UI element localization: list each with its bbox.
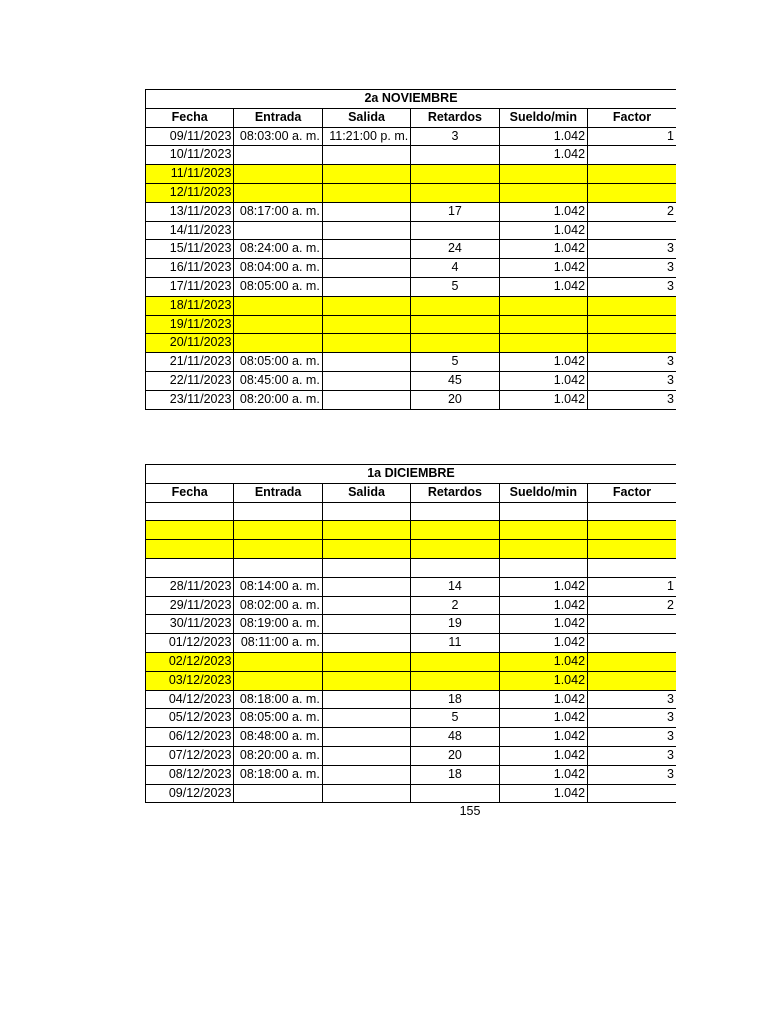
cell-entrada: 08:24:00 a. m. bbox=[234, 240, 322, 259]
cell-fecha: 28/11/2023 bbox=[146, 577, 234, 596]
table-row bbox=[146, 353, 677, 372]
table-body bbox=[146, 127, 677, 409]
cell-retardos bbox=[411, 296, 499, 315]
cell-fecha: 12/11/2023 bbox=[146, 183, 234, 202]
cell-factor bbox=[588, 183, 676, 202]
cell-salida bbox=[322, 334, 410, 353]
cell-entrada: 08:17:00 a. m. bbox=[234, 202, 322, 221]
cell-sueldo: 1.042 bbox=[499, 765, 587, 784]
cell-fecha: 02/12/2023 bbox=[146, 652, 234, 671]
cell-salida bbox=[322, 353, 410, 372]
cell-retardos bbox=[411, 521, 499, 540]
cell-retardos bbox=[411, 652, 499, 671]
header-row bbox=[146, 108, 677, 127]
table-row bbox=[146, 334, 677, 353]
cell-sueldo: 1.042 bbox=[499, 259, 587, 278]
cell-factor bbox=[588, 634, 676, 653]
cell-salida bbox=[322, 202, 410, 221]
cell-sueldo bbox=[499, 558, 587, 577]
cell-entrada: 08:14:00 a. m. bbox=[234, 577, 322, 596]
cell-factor: 3 bbox=[588, 277, 676, 296]
cell-retardos bbox=[411, 558, 499, 577]
cell-entrada: 08:05:00 a. m. bbox=[234, 353, 322, 372]
table-row bbox=[146, 596, 677, 615]
cell-sueldo bbox=[499, 296, 587, 315]
header-entrada: Entrada bbox=[234, 483, 322, 502]
cell-fecha: 30/11/2023 bbox=[146, 615, 234, 634]
cell-retardos: 19 bbox=[411, 615, 499, 634]
cell-factor bbox=[588, 315, 676, 334]
cell-sueldo bbox=[499, 521, 587, 540]
cell-factor: 1 bbox=[588, 577, 676, 596]
cell-retardos: 24 bbox=[411, 240, 499, 259]
cell-entrada bbox=[234, 558, 322, 577]
cell-retardos: 20 bbox=[411, 746, 499, 765]
cell-sueldo: 1.042 bbox=[499, 353, 587, 372]
cell-fecha: 22/11/2023 bbox=[146, 371, 234, 390]
cell-fecha: 16/11/2023 bbox=[146, 259, 234, 278]
cell-sueldo: 1.042 bbox=[499, 784, 587, 803]
cell-retardos bbox=[411, 671, 499, 690]
table-row bbox=[146, 296, 677, 315]
cell-retardos: 18 bbox=[411, 690, 499, 709]
cell-entrada bbox=[234, 521, 322, 540]
cell-factor bbox=[588, 334, 676, 353]
header-salida: Salida bbox=[322, 108, 410, 127]
cell-sueldo: 1.042 bbox=[499, 577, 587, 596]
cell-fecha: 19/11/2023 bbox=[146, 315, 234, 334]
cell-retardos: 45 bbox=[411, 371, 499, 390]
cell-entrada: 08:19:00 a. m. bbox=[234, 615, 322, 634]
cell-factor bbox=[588, 671, 676, 690]
cell-factor bbox=[588, 521, 676, 540]
cell-entrada bbox=[234, 334, 322, 353]
header-sueldo: Sueldo/min bbox=[499, 108, 587, 127]
cell-sueldo: 1.042 bbox=[499, 127, 587, 146]
cell-entrada bbox=[234, 671, 322, 690]
table-row bbox=[146, 728, 677, 747]
cell-factor: 3 bbox=[588, 390, 676, 409]
table-row bbox=[146, 746, 677, 765]
table-row bbox=[146, 183, 677, 202]
cell-salida bbox=[322, 390, 410, 409]
cell-factor bbox=[588, 540, 676, 559]
table-row bbox=[146, 634, 677, 653]
cell-factor bbox=[588, 502, 676, 521]
cell-fecha: 20/11/2023 bbox=[146, 334, 234, 353]
table-row bbox=[146, 615, 677, 634]
cell-entrada: 08:11:00 a. m. bbox=[234, 634, 322, 653]
table-row bbox=[146, 127, 677, 146]
cell-salida bbox=[322, 146, 410, 165]
cell-sueldo: 1.042 bbox=[499, 652, 587, 671]
header-retardos: Retardos bbox=[411, 108, 499, 127]
cell-entrada: 08:04:00 a. m. bbox=[234, 259, 322, 278]
table-title: 1a DICIEMBRE bbox=[146, 465, 677, 484]
attendance-table-diciembre bbox=[145, 464, 676, 803]
table-row bbox=[146, 277, 677, 296]
cell-sueldo bbox=[499, 165, 587, 184]
cell-salida bbox=[322, 521, 410, 540]
cell-entrada bbox=[234, 296, 322, 315]
header-fecha: Fecha bbox=[146, 108, 234, 127]
cell-fecha: 08/12/2023 bbox=[146, 765, 234, 784]
table-row bbox=[146, 240, 677, 259]
cell-retardos: 17 bbox=[411, 202, 499, 221]
cell-factor bbox=[588, 146, 676, 165]
cell-factor: 2 bbox=[588, 596, 676, 615]
cell-entrada: 08:05:00 a. m. bbox=[234, 277, 322, 296]
cell-salida bbox=[322, 240, 410, 259]
cell-retardos: 14 bbox=[411, 577, 499, 596]
table-row bbox=[146, 671, 677, 690]
cell-salida bbox=[322, 690, 410, 709]
table-row bbox=[146, 502, 677, 521]
cell-entrada: 08:18:00 a. m. bbox=[234, 765, 322, 784]
cell-entrada bbox=[234, 183, 322, 202]
cell-factor: 3 bbox=[588, 240, 676, 259]
cell-retardos bbox=[411, 502, 499, 521]
cell-salida bbox=[322, 540, 410, 559]
cell-factor bbox=[588, 296, 676, 315]
cell-sueldo bbox=[499, 315, 587, 334]
cell-sueldo: 1.042 bbox=[499, 146, 587, 165]
cell-sueldo: 1.042 bbox=[499, 202, 587, 221]
cell-fecha bbox=[146, 558, 234, 577]
table-row bbox=[146, 221, 677, 240]
cell-fecha: 18/11/2023 bbox=[146, 296, 234, 315]
cell-sueldo: 1.042 bbox=[499, 709, 587, 728]
cell-retardos bbox=[411, 540, 499, 559]
cell-factor: 3 bbox=[588, 709, 676, 728]
table-row bbox=[146, 521, 677, 540]
cell-retardos: 18 bbox=[411, 765, 499, 784]
table-row bbox=[146, 371, 677, 390]
cell-sueldo: 1.042 bbox=[499, 221, 587, 240]
cell-entrada bbox=[234, 652, 322, 671]
cell-salida bbox=[322, 371, 410, 390]
cell-salida bbox=[322, 671, 410, 690]
cell-retardos bbox=[411, 334, 499, 353]
cell-fecha: 23/11/2023 bbox=[146, 390, 234, 409]
cell-factor: 3 bbox=[588, 371, 676, 390]
cell-salida bbox=[322, 765, 410, 784]
cell-sueldo: 1.042 bbox=[499, 634, 587, 653]
cell-fecha: 13/11/2023 bbox=[146, 202, 234, 221]
cell-fecha: 17/11/2023 bbox=[146, 277, 234, 296]
cell-fecha: 21/11/2023 bbox=[146, 353, 234, 372]
cell-entrada bbox=[234, 540, 322, 559]
cell-retardos: 5 bbox=[411, 353, 499, 372]
table-row bbox=[146, 577, 677, 596]
table-row bbox=[146, 390, 677, 409]
cell-sueldo bbox=[499, 540, 587, 559]
table-row bbox=[146, 558, 677, 577]
cell-entrada: 08:20:00 a. m. bbox=[234, 390, 322, 409]
cell-fecha: 15/11/2023 bbox=[146, 240, 234, 259]
cell-sueldo: 1.042 bbox=[499, 390, 587, 409]
cell-salida bbox=[322, 221, 410, 240]
cell-factor bbox=[588, 652, 676, 671]
cell-salida bbox=[322, 746, 410, 765]
cell-retardos bbox=[411, 165, 499, 184]
cell-sueldo: 1.042 bbox=[499, 728, 587, 747]
table-row bbox=[146, 202, 677, 221]
cell-sueldo: 1.042 bbox=[499, 240, 587, 259]
cell-factor: 1 bbox=[588, 127, 676, 146]
table-row bbox=[146, 690, 677, 709]
cell-fecha: 04/12/2023 bbox=[146, 690, 234, 709]
cell-entrada bbox=[234, 784, 322, 803]
table-row bbox=[146, 540, 677, 559]
cell-sueldo: 1.042 bbox=[499, 746, 587, 765]
cell-factor: 3 bbox=[588, 728, 676, 747]
cell-salida bbox=[322, 558, 410, 577]
header-row bbox=[146, 483, 677, 502]
cell-factor: 3 bbox=[588, 765, 676, 784]
table-body bbox=[146, 502, 677, 803]
cell-factor bbox=[588, 558, 676, 577]
cell-factor bbox=[588, 165, 676, 184]
table-row bbox=[146, 652, 677, 671]
cell-entrada: 08:02:00 a. m. bbox=[234, 596, 322, 615]
cell-fecha: 06/12/2023 bbox=[146, 728, 234, 747]
cell-factor: 3 bbox=[588, 259, 676, 278]
cell-retardos bbox=[411, 221, 499, 240]
cell-retardos: 20 bbox=[411, 390, 499, 409]
cell-entrada: 08:45:00 a. m. bbox=[234, 371, 322, 390]
cell-fecha: 14/11/2023 bbox=[146, 221, 234, 240]
cell-salida bbox=[322, 296, 410, 315]
cell-fecha: 09/11/2023 bbox=[146, 127, 234, 146]
cell-retardos bbox=[411, 183, 499, 202]
cell-entrada bbox=[234, 165, 322, 184]
cell-sueldo: 1.042 bbox=[499, 371, 587, 390]
cell-factor: 3 bbox=[588, 353, 676, 372]
header-salida: Salida bbox=[322, 483, 410, 502]
cell-salida bbox=[322, 728, 410, 747]
cell-retardos: 4 bbox=[411, 259, 499, 278]
cell-sueldo: 1.042 bbox=[499, 596, 587, 615]
cell-entrada bbox=[234, 221, 322, 240]
header-entrada: Entrada bbox=[234, 108, 322, 127]
cell-retardos: 48 bbox=[411, 728, 499, 747]
cell-retardos bbox=[411, 784, 499, 803]
cell-sueldo: 1.042 bbox=[499, 277, 587, 296]
attendance-table-noviembre bbox=[145, 89, 676, 410]
cell-entrada: 08:18:00 a. m. bbox=[234, 690, 322, 709]
cell-entrada: 08:48:00 a. m. bbox=[234, 728, 322, 747]
cell-salida bbox=[322, 277, 410, 296]
table-title: 2a NOVIEMBRE bbox=[146, 90, 677, 109]
cell-entrada: 08:20:00 a. m. bbox=[234, 746, 322, 765]
cell-sueldo: 1.042 bbox=[499, 615, 587, 634]
cell-salida bbox=[322, 596, 410, 615]
header-fecha: Fecha bbox=[146, 483, 234, 502]
cell-fecha: 11/11/2023 bbox=[146, 165, 234, 184]
cell-retardos bbox=[411, 146, 499, 165]
cell-factor bbox=[588, 784, 676, 803]
cell-salida bbox=[322, 259, 410, 278]
cell-salida bbox=[322, 502, 410, 521]
cell-sueldo bbox=[499, 183, 587, 202]
cell-salida bbox=[322, 165, 410, 184]
cell-fecha: 05/12/2023 bbox=[146, 709, 234, 728]
cell-salida bbox=[322, 652, 410, 671]
cell-fecha: 10/11/2023 bbox=[146, 146, 234, 165]
table-row bbox=[146, 165, 677, 184]
cell-retardos: 2 bbox=[411, 596, 499, 615]
cell-salida bbox=[322, 709, 410, 728]
cell-fecha: 09/12/2023 bbox=[146, 784, 234, 803]
cell-entrada bbox=[234, 502, 322, 521]
cell-salida: 11:21:00 p. m. bbox=[322, 127, 410, 146]
cell-fecha: 07/12/2023 bbox=[146, 746, 234, 765]
table-row bbox=[146, 315, 677, 334]
header-factor: Factor bbox=[588, 108, 676, 127]
cell-fecha bbox=[146, 521, 234, 540]
cell-entrada bbox=[234, 315, 322, 334]
cell-factor: 2 bbox=[588, 202, 676, 221]
cell-sueldo bbox=[499, 334, 587, 353]
cell-salida bbox=[322, 615, 410, 634]
cell-sueldo: 1.042 bbox=[499, 671, 587, 690]
cell-retardos: 5 bbox=[411, 277, 499, 296]
cell-entrada: 08:05:00 a. m. bbox=[234, 709, 322, 728]
cell-entrada bbox=[234, 146, 322, 165]
table-row bbox=[146, 709, 677, 728]
cell-factor: 3 bbox=[588, 690, 676, 709]
cell-factor bbox=[588, 221, 676, 240]
cell-fecha: 01/12/2023 bbox=[146, 634, 234, 653]
cell-retardos: 11 bbox=[411, 634, 499, 653]
header-factor: Factor bbox=[588, 483, 676, 502]
page-number: 155 bbox=[459, 804, 481, 818]
cell-salida bbox=[322, 634, 410, 653]
cell-sueldo bbox=[499, 502, 587, 521]
table-row bbox=[146, 146, 677, 165]
cell-factor bbox=[588, 615, 676, 634]
table-row bbox=[146, 784, 677, 803]
cell-sueldo: 1.042 bbox=[499, 690, 587, 709]
header-sueldo: Sueldo/min bbox=[499, 483, 587, 502]
table-row bbox=[146, 259, 677, 278]
cell-retardos: 5 bbox=[411, 709, 499, 728]
table-row bbox=[146, 765, 677, 784]
cell-retardos: 3 bbox=[411, 127, 499, 146]
cell-salida bbox=[322, 577, 410, 596]
cell-salida bbox=[322, 315, 410, 334]
cell-fecha: 03/12/2023 bbox=[146, 671, 234, 690]
cell-fecha bbox=[146, 540, 234, 559]
cell-salida bbox=[322, 784, 410, 803]
cell-fecha bbox=[146, 502, 234, 521]
cell-entrada: 08:03:00 a. m. bbox=[234, 127, 322, 146]
cell-salida bbox=[322, 183, 410, 202]
cell-fecha: 29/11/2023 bbox=[146, 596, 234, 615]
header-retardos: Retardos bbox=[411, 483, 499, 502]
cell-factor: 3 bbox=[588, 746, 676, 765]
cell-retardos bbox=[411, 315, 499, 334]
